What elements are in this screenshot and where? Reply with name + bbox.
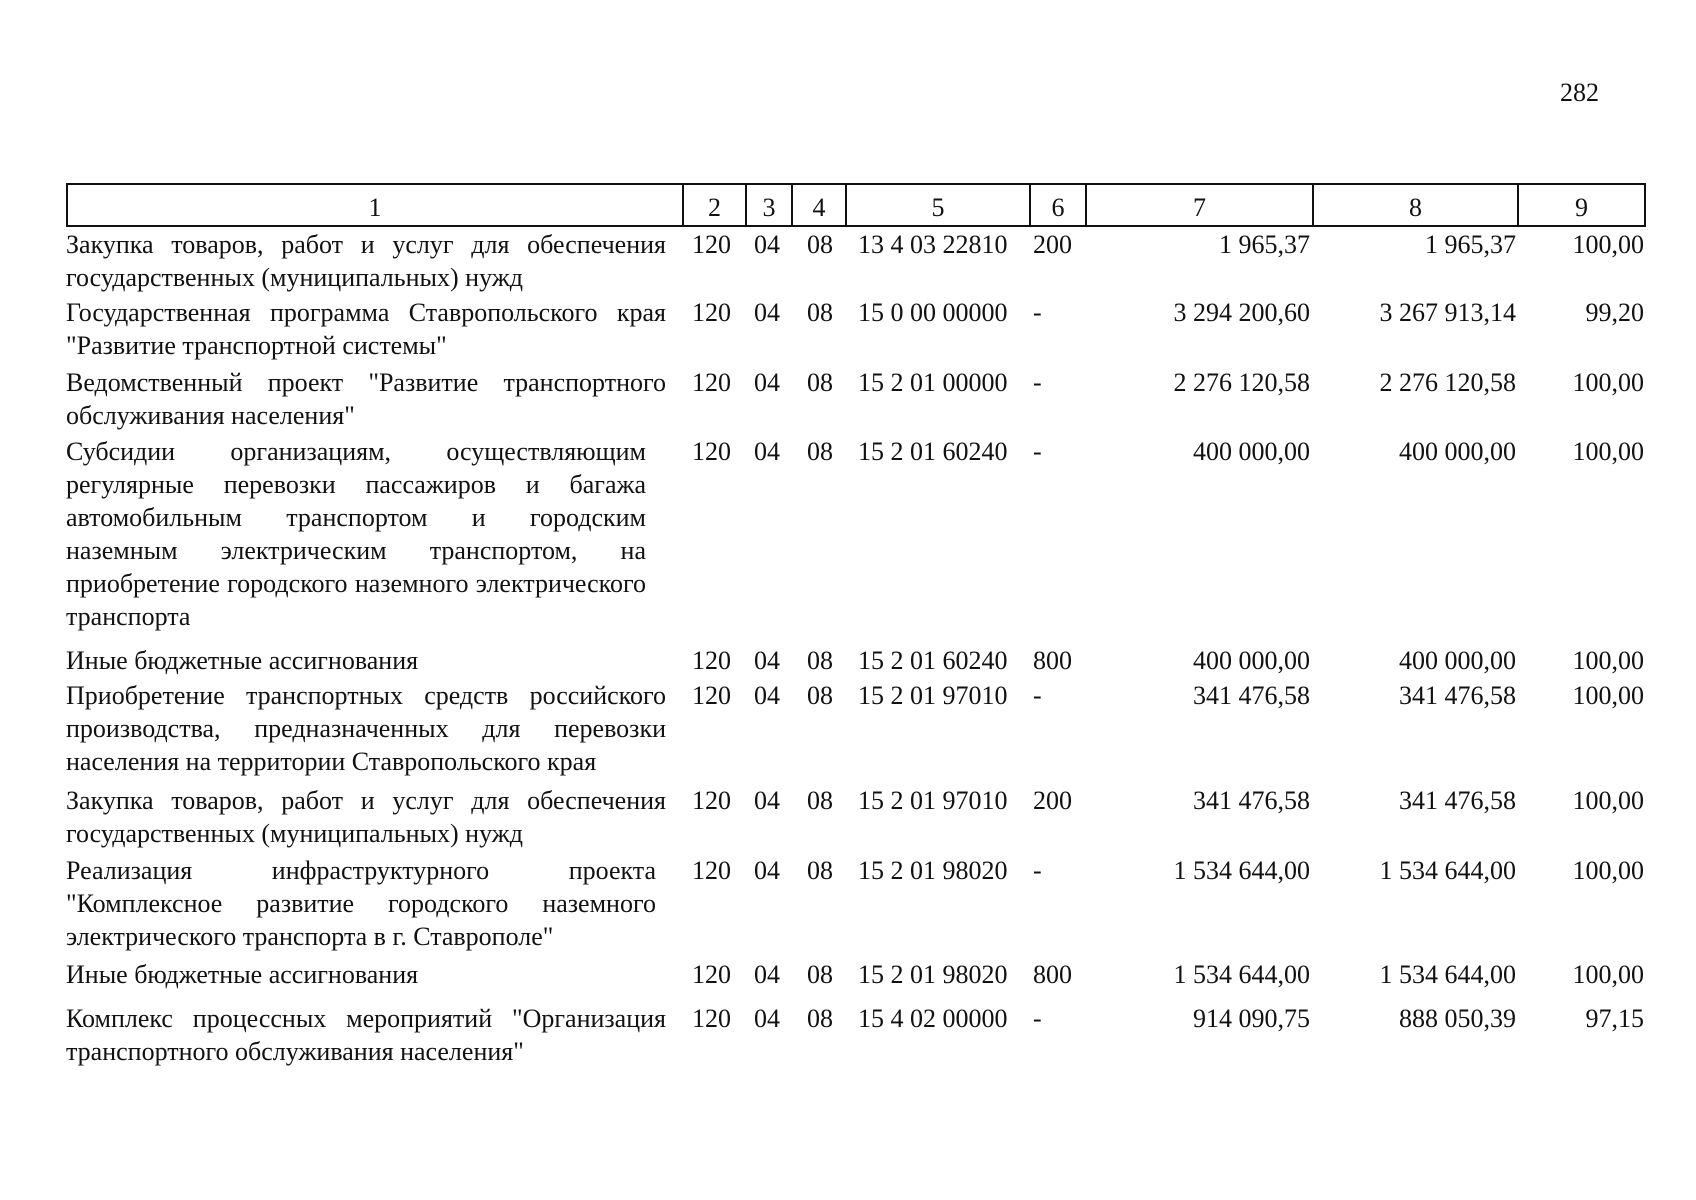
row-plan-amount: 1 534 644,00 — [1173, 960, 1310, 989]
row-code-subsection: 08 — [807, 437, 833, 466]
row-code-ministry: 120 — [692, 960, 731, 989]
row-actual-amount: 1 534 644,00 — [1379, 856, 1516, 885]
row-code-target: 15 2 01 60240 — [858, 646, 1008, 675]
row-plan-amount: 341 476,58 — [1193, 681, 1310, 710]
row-description: Субсидии организациям, осуществляющим регулярные перевозки пассажиров и багажа автомобильным транспортом и городским наземным электрическим транспортом, на приобретение городского наземного электрического транспорта — [66, 437, 646, 631]
row-code-subsection: 08 — [807, 230, 833, 259]
row-code-section: 04 — [754, 368, 780, 397]
row-code-target: 15 4 02 00000 — [858, 1004, 1008, 1033]
row-plan-amount: 1 965,37 — [1219, 230, 1310, 259]
row-code-section: 04 — [754, 298, 780, 327]
row-code-section: 04 — [754, 437, 780, 466]
row-actual-amount: 400 000,00 — [1399, 437, 1516, 466]
row-code-target: 15 2 01 98020 — [858, 856, 1008, 885]
row-code-target: 15 2 01 98020 — [858, 960, 1008, 989]
row-actual-amount: 2 276 120,58 — [1379, 368, 1516, 397]
row-actual-amount: 1 534 644,00 — [1379, 960, 1516, 989]
row-percent: 99,20 — [1585, 298, 1644, 327]
row-actual-amount: 3 267 913,14 — [1379, 298, 1516, 327]
row-code-target: 15 2 01 97010 — [858, 786, 1008, 815]
header-col-3: 3 — [745, 183, 793, 227]
row-description: Закупка товаров, работ и услуг для обеспечения государственных (муниципальных) нужд — [66, 230, 666, 292]
row-code-subsection: 08 — [807, 960, 833, 989]
row-actual-amount: 341 476,58 — [1399, 786, 1516, 815]
row-code-type: - — [1033, 681, 1042, 710]
row-code-section: 04 — [754, 786, 780, 815]
row-code-type: - — [1033, 1004, 1042, 1033]
row-description: Закупка товаров, работ и услуг для обеспечения государственных (муниципальных) нужд — [66, 786, 666, 848]
row-plan-amount: 914 090,75 — [1193, 1004, 1310, 1033]
header-col-6: 6 — [1029, 183, 1087, 227]
row-code-target: 15 2 01 00000 — [858, 368, 1008, 397]
row-code-ministry: 120 — [692, 856, 731, 885]
row-code-ministry: 120 — [692, 437, 731, 466]
row-code-ministry: 120 — [692, 646, 731, 675]
row-description: Государственная программа Ставропольского края "Развитие транспортной системы" — [66, 298, 666, 360]
row-percent: 100,00 — [1572, 681, 1644, 710]
row-code-section: 04 — [754, 681, 780, 710]
row-code-type: - — [1033, 856, 1042, 885]
row-percent: 100,00 — [1572, 960, 1644, 989]
row-code-section: 04 — [754, 856, 780, 885]
row-code-target: 15 0 00 00000 — [858, 298, 1008, 327]
row-code-subsection: 08 — [807, 786, 833, 815]
row-percent: 100,00 — [1572, 786, 1644, 815]
row-code-ministry: 120 — [692, 298, 731, 327]
row-code-type: - — [1033, 368, 1042, 397]
row-code-section: 04 — [754, 960, 780, 989]
row-code-target: 13 4 03 22810 — [858, 230, 1008, 259]
row-actual-amount: 1 965,37 — [1425, 230, 1516, 259]
row-code-ministry: 120 — [692, 1004, 731, 1033]
row-code-type: 200 — [1033, 230, 1072, 259]
header-col-4: 4 — [791, 183, 847, 227]
row-code-target: 15 2 01 60240 — [858, 437, 1008, 466]
row-code-type: 800 — [1033, 960, 1072, 989]
row-code-subsection: 08 — [807, 856, 833, 885]
row-description: Приобретение транспортных средств российского производства, предназначенных для перевозки населения на территории Ставропольского края — [66, 681, 666, 776]
row-description: Иные бюджетные ассигнования — [66, 646, 419, 675]
row-code-target: 15 2 01 97010 — [858, 681, 1008, 710]
row-plan-amount: 341 476,58 — [1193, 786, 1310, 815]
row-description: Комплекс процессных мероприятий "Организация транспортного обслуживания населения" — [66, 1004, 666, 1066]
header-col-2: 2 — [682, 183, 747, 227]
header-col-5: 5 — [845, 183, 1031, 227]
row-percent: 100,00 — [1572, 230, 1644, 259]
row-description: Реализация инфраструктурного проекта "Комплексное развитие городского наземного электрического транспорта в г. Ставрополе" — [66, 856, 656, 951]
header-col-7: 7 — [1085, 183, 1314, 227]
row-code-subsection: 08 — [807, 1004, 833, 1033]
row-code-subsection: 08 — [807, 368, 833, 397]
row-code-section: 04 — [754, 1004, 780, 1033]
header-col-1: 1 — [66, 183, 684, 227]
row-code-ministry: 120 — [692, 368, 731, 397]
row-actual-amount: 341 476,58 — [1399, 681, 1516, 710]
row-code-type: - — [1033, 437, 1042, 466]
row-plan-amount: 400 000,00 — [1193, 437, 1310, 466]
page-number: 282 — [1560, 78, 1599, 107]
row-code-subsection: 08 — [807, 681, 833, 710]
row-plan-amount: 400 000,00 — [1193, 646, 1310, 675]
row-plan-amount: 1 534 644,00 — [1173, 856, 1310, 885]
row-actual-amount: 888 050,39 — [1399, 1004, 1516, 1033]
row-plan-amount: 2 276 120,58 — [1173, 368, 1310, 397]
row-plan-amount: 3 294 200,60 — [1173, 298, 1310, 327]
row-code-ministry: 120 — [692, 230, 731, 259]
row-code-type: - — [1033, 298, 1042, 327]
header-col-8: 8 — [1312, 183, 1519, 227]
row-code-subsection: 08 — [807, 646, 833, 675]
row-code-ministry: 120 — [692, 786, 731, 815]
row-percent: 97,15 — [1585, 1004, 1644, 1033]
row-code-type: 200 — [1033, 786, 1072, 815]
row-percent: 100,00 — [1572, 368, 1644, 397]
row-percent: 100,00 — [1572, 856, 1644, 885]
header-col-9: 9 — [1517, 183, 1646, 227]
row-code-type: 800 — [1033, 646, 1072, 675]
row-code-ministry: 120 — [692, 681, 731, 710]
row-percent: 100,00 — [1572, 437, 1644, 466]
row-code-section: 04 — [754, 230, 780, 259]
row-percent: 100,00 — [1572, 646, 1644, 675]
row-description: Ведомственный проект "Развитие транспортного обслуживания населения" — [66, 368, 666, 430]
table-header — [66, 183, 1646, 229]
row-actual-amount: 400 000,00 — [1399, 646, 1516, 675]
row-code-section: 04 — [754, 646, 780, 675]
row-description: Иные бюджетные ассигнования — [66, 960, 419, 989]
row-code-subsection: 08 — [807, 298, 833, 327]
